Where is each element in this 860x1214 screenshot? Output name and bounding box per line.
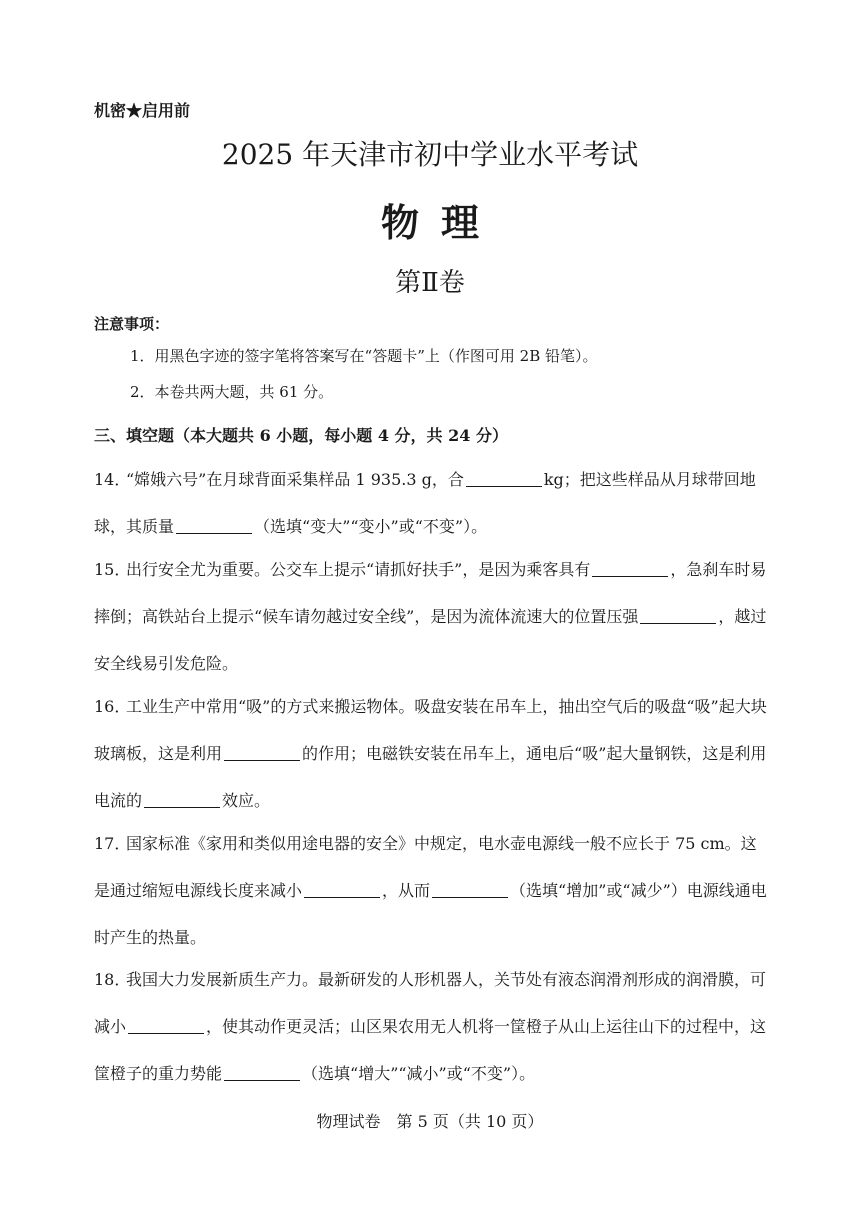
question-text: 的作用；电磁铁安装在吊车上，通电后“吸”起大量钢铁，这是利用电流的 <box>94 744 767 810</box>
answer-blank <box>466 470 542 487</box>
question-text: 工业生产中常用“吸”的方式来搬运物体。吸盘安装在吊车上，抽出空气后的吸盘“吸”起大块玻璃板，这是利用 <box>94 697 767 763</box>
question-18 <box>94 956 770 1097</box>
question-16 <box>94 683 770 824</box>
question-text: “嫦娥六号”在月球背面采集样品 1 935.3 g，合 <box>126 470 464 489</box>
volume-title: 第Ⅱ卷 <box>395 268 465 298</box>
question-text: （选填“增大”“减小”或“不变”）。 <box>302 1064 536 1083</box>
question-text: ，急刹车时易摔倒；高铁站台上提示“候车请勿越过安全线”，是因为流体流速大的位置压强 <box>94 560 767 626</box>
answer-blank <box>432 881 508 898</box>
question-text: ，从而 <box>382 881 431 900</box>
note-item: 2．本卷共两大题，共 61 分。 <box>130 383 334 401</box>
question-text: ，越过安全线易引发危险。 <box>94 607 767 673</box>
question-text: 出行安全尤为重要。公交车上提示“请抓好扶手”，是因为乘客具有 <box>126 560 591 579</box>
page-footer: 物理试卷 第 5 页（共 10 页） <box>316 1112 544 1131</box>
question-15 <box>94 546 770 687</box>
answer-blank <box>176 517 252 534</box>
question-17 <box>94 820 770 961</box>
question-text: （选填“增加”或“减少”）电源线通电时产生的热量。 <box>94 881 767 947</box>
answer-blank <box>592 560 668 577</box>
question-number: 15． <box>94 560 131 579</box>
question-number: 14． <box>94 470 131 489</box>
answer-blank <box>304 881 380 898</box>
question-number: 16． <box>94 697 131 716</box>
section-title: 三、填空题（本大题共 6 小题，每小题 4 分，共 24 分） <box>94 426 508 445</box>
answer-blank <box>144 791 220 808</box>
question-text: 国家标准《家用和类似用途电器的安全》中规定，电水壶电源线一般不应长于 75 cm。这是通过缩短电源线长度来减小 <box>94 834 757 900</box>
question-14 <box>94 456 770 550</box>
notes-heading: 注意事项： <box>94 315 170 333</box>
question-text: kg；把这些样品从月球带回地球，其质量 <box>94 470 756 536</box>
question-text: 效应。 <box>222 791 271 810</box>
answer-blank <box>640 607 716 624</box>
answer-blank <box>128 1017 204 1034</box>
question-number: 18． <box>94 970 131 989</box>
confidential-label: 机密★启用前 <box>94 101 191 120</box>
question-text: ，使其动作更灵活；山区果农用无人机将一筐橙子从山上运往山下的过程中，这筐橙子的重力势能 <box>94 1017 767 1083</box>
question-text: （选填“变大”“变小”或“不变”）。 <box>254 517 488 536</box>
note-item: 1．用黑色字迹的签字笔将答案写在“答题卡”上（作图可用 2B 铅笔）。 <box>130 347 598 365</box>
question-number: 17． <box>94 834 131 853</box>
answer-blank <box>224 744 300 761</box>
question-text: 我国大力发展新质生产力。最新研发的人形机器人，关节处有液态润滑剂形成的润滑膜，可减小 <box>94 970 767 1036</box>
subject-title: 物理 <box>380 200 501 245</box>
answer-blank <box>224 1064 300 1081</box>
exam-title: 2025 年天津市初中学业水平考试 <box>221 138 639 171</box>
